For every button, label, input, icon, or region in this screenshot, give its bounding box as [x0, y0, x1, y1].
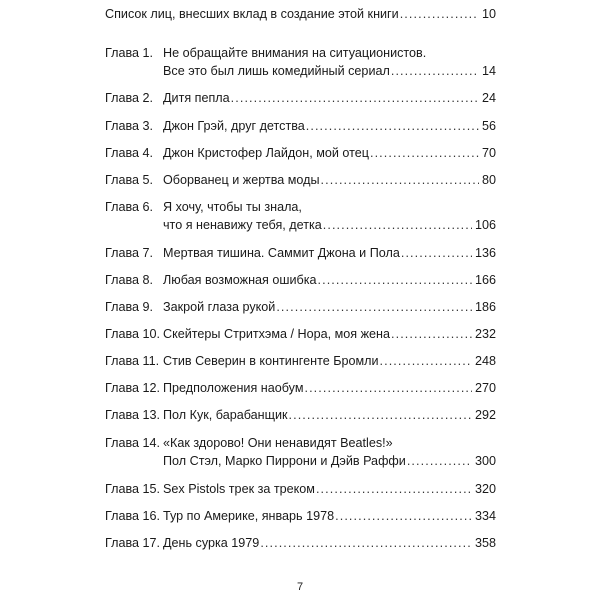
toc-entry — [105, 406, 496, 424]
dot-leader — [316, 480, 472, 498]
toc-entry — [105, 379, 496, 397]
chapter-page: 334 — [474, 509, 496, 523]
chapter-page: 270 — [474, 381, 496, 395]
toc-entry — [105, 244, 496, 262]
dot-leader — [401, 244, 472, 262]
chapter-label: Глава 14. — [105, 436, 161, 450]
dot-leader — [260, 534, 472, 552]
dot-leader — [289, 406, 472, 424]
chapter-title: Мертвая тишина. Саммит Джона и Пола — [163, 246, 400, 260]
toc-entry — [105, 89, 496, 107]
toc-entry-continuation — [105, 452, 496, 470]
chapter-label: Глава 1. — [105, 46, 154, 60]
dot-leader — [304, 379, 472, 397]
dot-leader — [407, 452, 472, 470]
toc-entry — [105, 298, 496, 316]
chapter-label: Глава 3. — [105, 119, 154, 133]
chapter-label: Глава 2. — [105, 91, 154, 105]
chapter-label: Глава 15. — [105, 482, 161, 496]
chapter-title: Дитя пепла — [163, 91, 230, 105]
chapter-title: Sex Pistols трек за треком — [163, 482, 315, 496]
chapter-label: Глава 7. — [105, 246, 154, 260]
chapter-title: Джон Кристофер Лайдон, мой отец — [163, 146, 369, 160]
toc-entry — [105, 198, 496, 216]
toc-entry — [105, 507, 496, 525]
toc-entry — [105, 434, 496, 452]
chapter-title: Пол Кук, барабанщик — [163, 408, 288, 422]
chapter-title: Стив Северин в контингенте Бромли — [163, 354, 379, 368]
dot-leader — [276, 298, 472, 316]
chapter-title: «Как здорово! Они ненавидят Beatles!» — [163, 436, 393, 450]
chapter-page: 300 — [474, 454, 496, 468]
toc-entry — [105, 117, 496, 135]
toc-entry — [105, 534, 496, 552]
chapter-page: 70 — [481, 146, 496, 160]
chapter-label: Глава 16. — [105, 509, 161, 523]
toc-entry — [105, 144, 496, 162]
chapter-label: Глава 17. — [105, 536, 161, 550]
dot-leader — [231, 89, 479, 107]
chapter-title: Предположения наобум — [163, 381, 304, 395]
chapter-page: 106 — [474, 218, 496, 232]
chapter-label: Глава 6. — [105, 200, 154, 214]
dot-leader — [335, 507, 472, 525]
toc-intro — [105, 5, 496, 23]
dot-leader — [391, 62, 479, 80]
dot-leader — [391, 325, 472, 343]
toc-intro-page: 10 — [481, 7, 496, 21]
chapter-title: что я ненавижу тебя, детка — [163, 218, 322, 232]
chapter-title: День сурка 1979 — [163, 536, 260, 550]
chapter-label: Глава 11. — [105, 354, 160, 368]
toc-intro-title: Список лиц, внесших вклад в создание этой книги — [105, 7, 399, 21]
chapter-page: 248 — [474, 354, 496, 368]
chapter-page: 320 — [474, 482, 496, 496]
chapter-title: Любая возможная ошибка — [163, 273, 317, 287]
chapter-title: Оборванец и жертва моды — [163, 173, 320, 187]
chapter-label: Глава 12. — [105, 381, 161, 395]
page-number: 7 — [296, 581, 304, 593]
chapter-page: 14 — [481, 64, 496, 78]
chapter-page: 24 — [481, 91, 496, 105]
toc-entry — [105, 271, 496, 289]
toc-entry — [105, 352, 496, 370]
chapter-page: 136 — [474, 246, 496, 260]
chapter-title: Не обращайте внимания на ситуационистов. — [163, 46, 427, 60]
chapter-page: 292 — [474, 408, 496, 422]
toc-entry — [105, 325, 496, 343]
dot-leader — [400, 5, 479, 23]
chapter-title: Закрой глаза рукой — [163, 300, 276, 314]
dot-leader — [321, 171, 479, 189]
chapter-label: Глава 9. — [105, 300, 154, 314]
chapter-label: Глава 8. — [105, 273, 154, 287]
chapter-page: 56 — [481, 119, 496, 133]
chapter-title: Я хочу, чтобы ты знала, — [163, 200, 302, 214]
chapter-title: Все это был лишь комедийный сериал — [163, 64, 390, 78]
dot-leader — [323, 216, 472, 234]
chapter-title: Пол Стэл, Марко Пиррони и Дэйв Раффи — [163, 454, 406, 468]
chapter-page: 358 — [474, 536, 496, 550]
chapter-label: Глава 10. — [105, 327, 161, 341]
chapter-label: Глава 13. — [105, 408, 161, 422]
dot-leader — [306, 117, 479, 135]
chapter-title: Джон Грэй, друг детства — [163, 119, 305, 133]
toc-entry — [105, 171, 496, 189]
toc-entry-continuation — [105, 62, 496, 80]
chapter-label: Глава 4. — [105, 146, 154, 160]
toc-entry — [105, 44, 496, 62]
chapter-page: 166 — [474, 273, 496, 287]
chapter-title: Скейтеры Стритхэма / Нора, моя жена — [163, 327, 390, 341]
dot-leader — [370, 144, 479, 162]
dot-leader — [318, 271, 472, 289]
dot-leader — [380, 352, 472, 370]
chapter-page: 80 — [481, 173, 496, 187]
toc-entry — [105, 480, 496, 498]
chapter-page: 232 — [474, 327, 496, 341]
toc-entry-continuation — [105, 216, 496, 234]
chapter-label: Глава 5. — [105, 173, 154, 187]
chapter-title: Тур по Америке, январь 1978 — [163, 509, 335, 523]
chapter-page: 186 — [474, 300, 496, 314]
